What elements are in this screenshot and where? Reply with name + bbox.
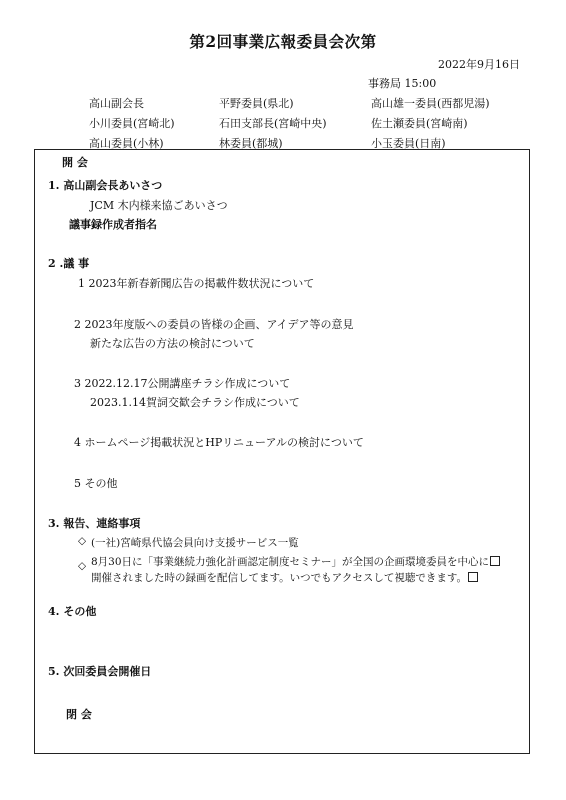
attendee: 林委員(都城): [219, 137, 283, 150]
attendee: 高山副会長: [89, 97, 144, 110]
section-4-heading: 4. その他: [48, 605, 97, 618]
attendee: 平野委員(県北): [219, 97, 294, 110]
bullet-icon: ◇: [78, 535, 87, 547]
section-2-item: 3 2022.12.17公開講座チラシ作成について: [74, 377, 291, 390]
box-icon: [468, 572, 478, 582]
section-1-item: JCM 木内様来協ごあいさつ: [90, 199, 228, 212]
section-5-heading: 5. 次回委員会開催日: [48, 665, 152, 678]
page-title: 第2回事業広報委員会次第: [189, 32, 377, 51]
closing: 閉 会: [66, 708, 92, 721]
bullet-icon: ◇: [78, 560, 87, 572]
report-item: (一社)宮崎県代協会員向け支援サービス一覧: [91, 537, 299, 549]
box-icon: [490, 556, 500, 566]
attendee: 佐土瀬委員(宮崎南): [371, 117, 468, 130]
section-2-item: 1 2023年新春新聞広告の掲載件数状況について: [78, 277, 315, 290]
section-3-heading: 3. 報告、連絡事項: [48, 517, 141, 530]
section-2-item: 2023.1.14賀詞交歓会チラシ作成について: [90, 396, 300, 409]
section-2-item: 4 ホームページ掲載状況とHPリニューアルの検討について: [74, 436, 364, 449]
attendee: 小玉委員(日南): [371, 137, 446, 150]
attendee: 石田支部長(宮崎中央): [219, 117, 327, 130]
section-2-item: 2 2023年度版への委員の皆様の企画、アイデア等の意見: [74, 318, 354, 331]
attendee: 高山雄一委員(西都児湯): [371, 97, 490, 110]
report-item-line2: 開催されました時の録画を配信してます。いつでもアクセスして視聴できます。: [91, 570, 478, 585]
report-item-line1: 8月30日に「事業継続力強化計画認定制度セミナー」が全国の企画環境委員を中心に: [91, 554, 500, 569]
section-2-item: 新たな広告の方法の検討について: [90, 337, 255, 350]
section-1-heading: 1. 高山副会長あいさつ: [48, 179, 163, 192]
attendee: 高山委員(小林): [89, 137, 164, 150]
office-time: 事務局 15:00: [368, 77, 437, 90]
section-2-item: 5 その他: [74, 477, 118, 490]
opening: 開 会: [62, 156, 88, 169]
document-date: 2022年9月16日: [438, 58, 520, 71]
section-2-heading: 2 .議 事: [48, 257, 90, 270]
attendee: 小川委員(宮崎北): [89, 117, 175, 130]
section-1-item: 議事録作成者指名: [69, 218, 157, 231]
